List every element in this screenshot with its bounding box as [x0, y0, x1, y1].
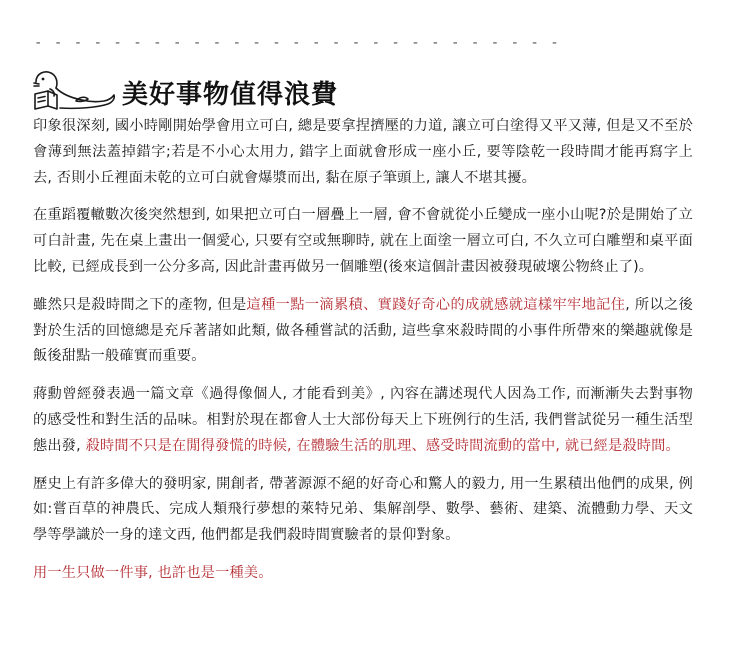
- paragraph: [33, 203, 693, 280]
- body-text: 歷史上有許多偉大的發明家, 開創者, 帶著源源不絕的好奇心和驚人的毅力, 用一生累積出他們的成果, 例如:嘗百草的神農氏、完成人類飛行夢想的萊特兄弟、集解剖學、數學、藝術、建築、流體動力學、天文學等學識於一身的達文西, 他們都是我們殺時間實驗者的景仰對象。: [33, 475, 693, 544]
- paragraph: [33, 293, 693, 370]
- body-text: 在重蹈覆轍數次後突然想到, 如果把立可白一層疊上一層, 會不會就從小丘變成一座小山呢?於是開始了立可白計畫, 先在桌上畫出一個愛心, 只要有空或無聊時, 就在上面塗一層立可白, 不久立可白雕塑和桌平面比較, 已經成長到一公分多高, 因此計畫再做另一個雕塑(後來這個計畫因被發現破壞公物終止了)。: [33, 207, 693, 275]
- body-text: 雖然只是殺時間之下的產物, 但是: [33, 296, 247, 313]
- highlighted-text: 用一生只做一件事, 也許也是一種美。: [33, 564, 273, 581]
- body-text: 蔣勳曾經發表過一篇文章《過得像個人, 才能看到美》, 內容在講述現代人因為工作, 而漸漸失去對事物的感受性和對生活的品味。相對於現在都會人士大部份每天上下班例行的生活, 我們嘗試從另一種生活型態出發,: [33, 386, 693, 454]
- highlighted-text: 這種一點一滴累積、實踐好奇心的成就感就這樣牢牢地記住: [246, 296, 626, 313]
- article-body: [33, 114, 693, 599]
- body-text: 印象很深刻, 國小時剛開始學會用立可白, 總是要拿捏擠壓的力道, 讓立可白塗得又平又薄, 但是又不至於會薄到無法蓋掉錯字;若是不小心太用力, 錯字上面就會形成一座小丘, 要等陰乾一段時間才能再寫字上去, 否則小丘裡面未乾的立可白就會爆漿而出, 黏在原子筆頭上, 讓人不堪其擾。: [33, 118, 693, 186]
- body-text: , 所以之後對於生活的回憶總是充斥著諸如此類, 做各種嘗試的活動, 這些拿來殺時間的小事件所帶來的樂趣就像是飯後甜點一般確實而重要。: [33, 296, 693, 365]
- highlighted-text: 殺時間不只是在閒得發慌的時候, 在體驗生活的肌理、感受時間流動的當中, 就已經是殺時間。: [85, 437, 680, 454]
- seal-reading-book-icon: [30, 68, 120, 112]
- section-header: [30, 68, 338, 112]
- paragraph: [33, 472, 693, 549]
- paragraph: [33, 114, 693, 191]
- dashed-divider: - - - - - - - - - - - - - - - - - - - - - - - - - - -: [34, 35, 561, 51]
- paragraph: [33, 382, 693, 459]
- paragraph: [33, 561, 693, 587]
- page-title: 美好事物值得浪費: [122, 79, 339, 110]
